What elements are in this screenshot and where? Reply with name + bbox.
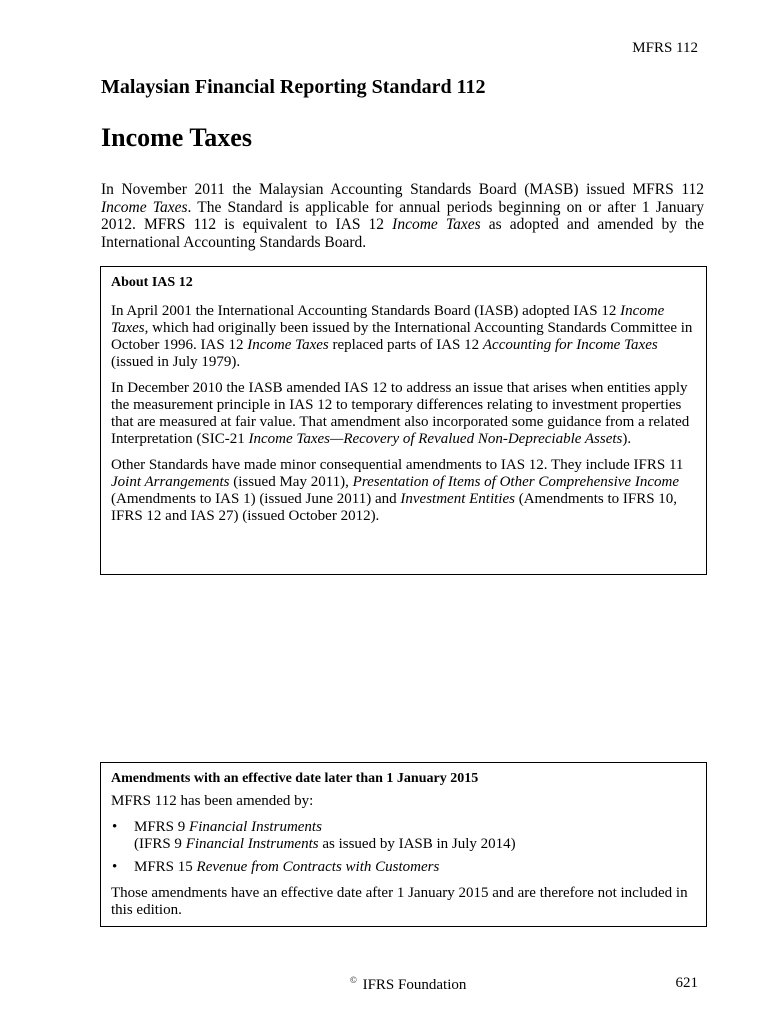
page-title: Income Taxes <box>101 123 252 152</box>
about-p1-text-1: In April 2001 the International Accounting Standards Board (IASB) adopted IAS 12 <box>111 303 621 319</box>
amendments-closing: Those amendments have an effective date after 1 January 2015 and are therefore not included in this edition. <box>111 885 688 918</box>
about-p3-text-1: Other Standards have made minor consequential amendments to IAS 12. They include IFRS 11 <box>111 457 684 473</box>
amendments-list <box>111 819 696 876</box>
about-p3-italic-1: Joint Arrangements <box>111 474 230 490</box>
item-1-subline <box>134 836 696 853</box>
about-p1-italic-2: Income Taxes <box>247 337 329 353</box>
about-p3-text-4: (Amendments to IFRS 10, IFRS 12 and IAS 27) (issued October 2012). <box>111 491 678 524</box>
about-p1-text-3: replaced parts of IAS 12 <box>328 337 483 353</box>
item-1-text: MFRS 9 <box>134 819 190 835</box>
about-p3-italic-3: Investment Entities <box>400 491 515 507</box>
copyright-icon: © <box>350 975 357 985</box>
footer-copyright <box>350 975 466 994</box>
about-p2-text-1: In December 2010 the IASB amended IAS 12 to address an issue that arises when entities apply the measurement principle in IAS 12 to temporary differences relating to investment properties that are measured at fair value. That amendment also incorporated some guidance from a related Interpretation (SIC-21 <box>111 380 690 447</box>
list-item <box>111 819 696 853</box>
about-p1-italic-3: Accounting for Income Taxes <box>482 337 658 353</box>
intro-italic-2: Income Taxes <box>392 216 481 233</box>
bullet-icon: • <box>112 819 118 835</box>
about-p2-italic-1: Income Taxes—Recovery of Revalued Non-Depreciable Assets <box>248 431 623 447</box>
page-number: 621 <box>675 975 698 991</box>
amendments-box-heading: Amendments with an effective date later than 1 January 2015 <box>111 771 479 786</box>
footer-org: IFRS Foundation <box>362 977 467 993</box>
item-1-italic: Financial Instruments <box>189 819 322 835</box>
about-paragraph-1 <box>111 303 696 371</box>
about-p1-italic-1: Income Taxes <box>111 303 665 336</box>
intro-text-1: In November 2011 the Malaysian Accounting Standards Board (MASB) issued MFRS 112 <box>101 181 704 198</box>
about-p2-text-2: ). <box>622 431 632 447</box>
intro-text-3: as adopted and amended by the International Accounting Standards Board. <box>101 216 704 251</box>
item-1-sub-italic: Financial Instruments <box>185 836 319 852</box>
about-p1-text-4: (issued in July 1979). <box>111 354 241 370</box>
about-p1-text-2: , which had originally been issued by the International Accounting Standards Committee in October 1996. IAS 12 <box>111 320 693 353</box>
item-2-italic: Revenue from Contracts with Customers <box>196 859 440 875</box>
about-p3-text-3: (Amendments to IAS 1) (issued June 2011) and <box>111 491 401 507</box>
about-p3-italic-2: Presentation of Items of Other Comprehensive Income <box>352 474 679 490</box>
about-p3-text-2: (issued May 2011), <box>229 474 353 490</box>
document-subtitle: Malaysian Financial Reporting Standard 112 <box>101 76 486 98</box>
item-1-sub-text-2: as issued by IASB in July 2014) <box>318 836 516 852</box>
intro-paragraph <box>101 181 704 251</box>
amendments-box <box>100 762 707 927</box>
intro-text-2: . The Standard is applicable for annual periods beginning on or after 1 January 2012. MFRS 112 is equivalent to IAS 12 <box>101 198 704 233</box>
bullet-icon: • <box>112 859 118 875</box>
about-box-heading: About IAS 12 <box>111 275 193 290</box>
list-item <box>111 859 696 876</box>
about-ias12-box <box>100 266 707 575</box>
item-2-text: MFRS 15 <box>134 859 197 875</box>
standard-code-header: MFRS 112 <box>632 40 698 56</box>
intro-italic-1: Income Taxes <box>101 198 188 216</box>
about-paragraph-3 <box>111 457 696 525</box>
amendments-lead: MFRS 112 has been amended by: <box>111 793 314 809</box>
about-paragraph-2 <box>111 380 696 448</box>
item-1-sub-text-1: (IFRS 9 <box>134 836 186 852</box>
